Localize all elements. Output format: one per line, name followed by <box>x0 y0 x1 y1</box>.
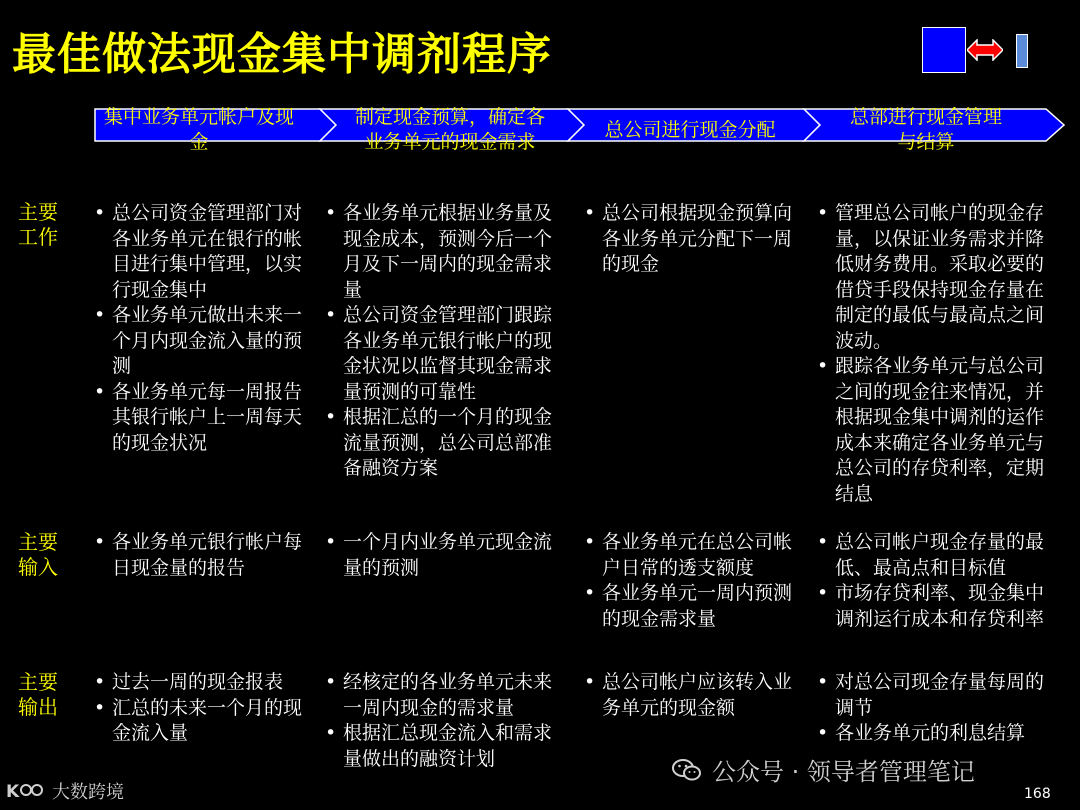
list-item: • 根据汇总的一个月的现金流量预测，总公司总部准备融资方案 <box>325 405 563 482</box>
list-item: • 各业务单元的利息结算 <box>817 721 1057 747</box>
list-item: • 一个月内业务单元现金流量的预测 <box>325 530 563 581</box>
cell-work-stage-4 <box>817 201 1057 507</box>
cell-output-stage-1 <box>94 670 316 747</box>
watermark <box>672 752 975 787</box>
page-number: 168 <box>1024 786 1051 802</box>
stage-label-2: 制定现金预算，确定各业务单元的现金需求 <box>354 106 545 153</box>
list-item: • 总公司帐户应该转入业务单元的现金额 <box>584 670 806 721</box>
cell-output-stage-3 <box>584 670 806 721</box>
logo-bar-icon <box>1016 34 1028 68</box>
cell-input-stage-1 <box>94 530 316 581</box>
logo-square-icon <box>922 27 966 73</box>
list-item: • 各业务单元每一周报告其银行帐户上一周每天的现金状况 <box>94 380 316 457</box>
cell-work-stage-2 <box>325 201 563 482</box>
list-item: • 经核定的各业务单元未来一周内现金的需求量 <box>325 670 563 721</box>
cell-input-stage-3 <box>584 530 806 632</box>
row-label-input: 主要输入 <box>18 530 58 579</box>
cell-work-stage-3 <box>584 201 806 278</box>
row-label-work: 主要工作 <box>18 200 58 249</box>
cell-input-stage-4 <box>817 530 1057 632</box>
cell-work-stage-1 <box>94 201 316 456</box>
list-item: • 各业务单元银行帐户每日现金量的报告 <box>94 530 316 581</box>
list-item: • 总公司资金管理部门跟踪各业务单元银行帐户的现金状况以监督其现金需求量预测的可靠性 <box>325 303 563 405</box>
svg-text:K: K <box>6 782 20 802</box>
cell-input-stage-2 <box>325 530 563 581</box>
list-item: • 管理总公司帐户的现金存量，以保证业务需求并降低财务费用。采取必要的借贷手段保持现金存量在制定的最低与最高点之间波动。 <box>817 201 1057 354</box>
stage-label-3: 总公司进行现金分配 <box>604 118 776 141</box>
double-arrow-icon <box>967 39 1003 61</box>
list-item: • 市场存贷利率、现金集中调剂运行成本和存贷利率 <box>817 581 1057 632</box>
brand-logo-icon <box>6 780 46 802</box>
list-item: • 总公司帐户现金存量的最低、最高点和目标值 <box>817 530 1057 581</box>
brand <box>6 778 124 804</box>
list-item: • 各业务单元根据业务量及现金成本，预测今后一个月及下一周内的现金需求量 <box>325 201 563 303</box>
row-label-output: 主要输出 <box>18 670 58 719</box>
stage-label-1: 集中业务单元帐户及现金 <box>104 106 295 153</box>
list-item: • 对总公司现金存量每周的调节 <box>817 670 1057 721</box>
cell-output-stage-4 <box>817 670 1057 747</box>
list-item: • 跟踪各业务单元与总公司之间的现金往来情况，并根据现金集中调剂的运作成本来确定各业务单元与总公司的存贷利率，定期结息 <box>817 354 1057 507</box>
cell-output-stage-2 <box>325 670 563 772</box>
list-item: • 总公司根据现金预算向各业务单元分配下一周的现金 <box>584 201 806 278</box>
list-item: • 各业务单元在总公司帐户日常的透支额度 <box>584 530 806 581</box>
list-item: • 各业务单元一周内预测的现金需求量 <box>584 581 806 632</box>
page-title: 最佳做法现金集中调剂程序 <box>12 29 552 80</box>
stage-label-4: 总部进行现金管理与结算 <box>849 106 1002 153</box>
list-item: • 总公司资金管理部门对各业务单元在银行的帐目进行集中管理，以实行现金集中 <box>94 201 316 303</box>
brand-text: 大数跨境 <box>52 782 124 803</box>
list-item: • 根据汇总现金流入和需求量做出的融资计划 <box>325 721 563 772</box>
wechat-icon <box>672 758 702 782</box>
watermark-text: 公众号 · 领导者管理笔记 <box>712 758 975 786</box>
list-item: • 过去一周的现金报表 <box>94 670 316 696</box>
list-item: • 汇总的未来一个月的现金流入量 <box>94 696 316 747</box>
list-item: • 各业务单元做出未来一个月内现金流入量的预测 <box>94 303 316 380</box>
